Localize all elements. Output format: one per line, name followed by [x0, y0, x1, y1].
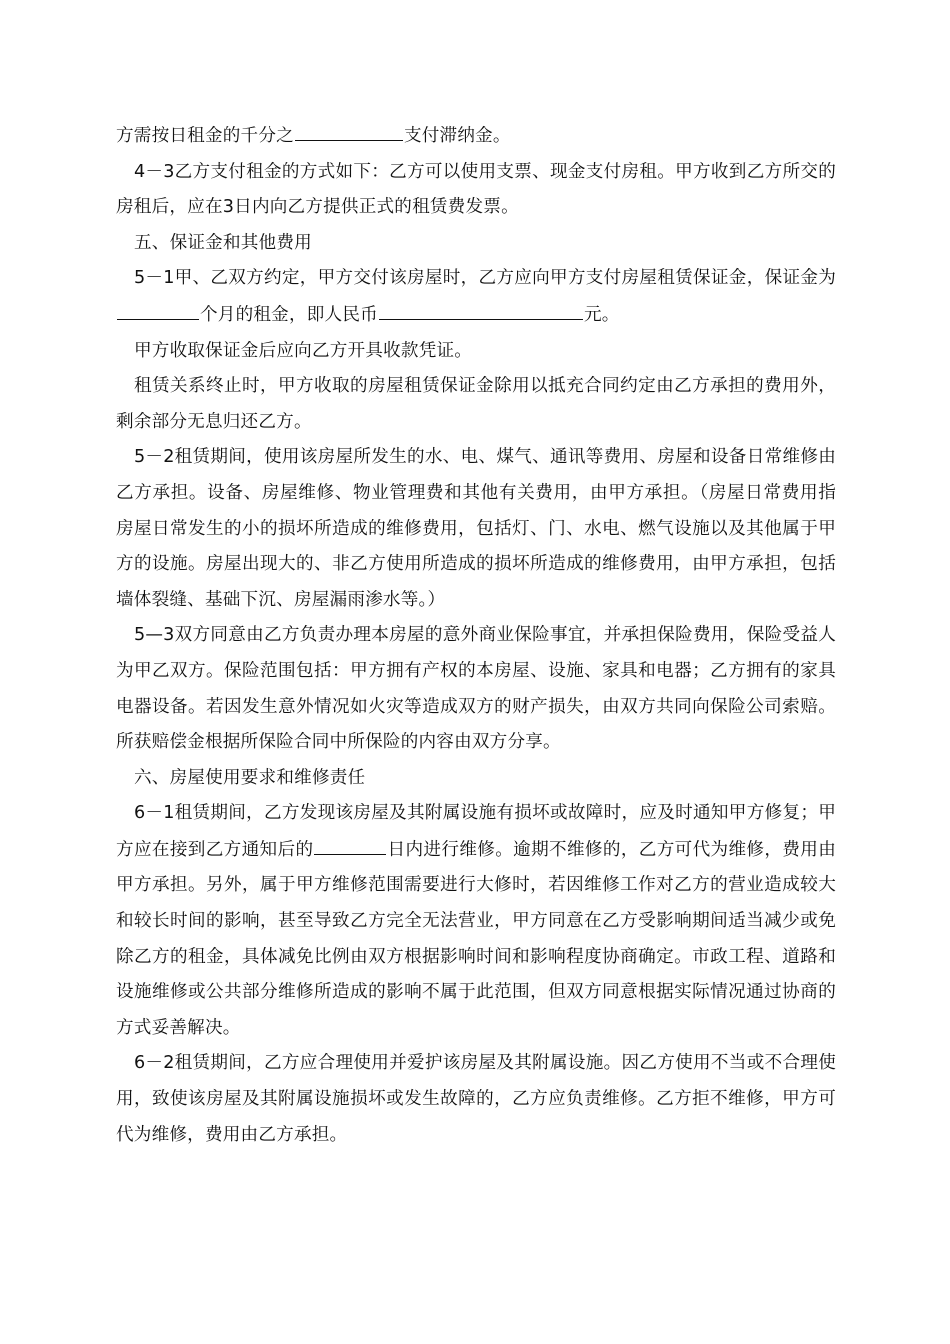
- clause-6-2: 6－2租赁期间，乙方应合理使用并爱护该房屋及其附属设施。因乙方使用不当或不合理使用，致使该房屋及其附属设施损坏或发生故障的，乙方应负责维修。乙方拒不维修，甲方可代为维修，费用由乙方承担。: [116, 1053, 836, 1145]
- clause-4-3: 4－3乙方支付租金的方式如下：乙方可以使用支票、现金支付房租。甲方收到乙方所交的房租后，应在3日内向乙方提供正式的租赁费发票。: [116, 161, 836, 218]
- clause-6-1: [116, 796, 836, 1046]
- deposit-text-part2: 个月的租金，即人民币: [200, 304, 378, 325]
- repair-text-after: 日内进行维修。逾期不维修的，乙方可代为维修，费用由甲方承担。另外，属于甲方维修范围需要进行大修时，若因维修工作对乙方的营业造成较大和较长时间的影响，甚至导致乙方完全无法营业，甲方同意在乙方受影响期间适当减少或免除乙方的租金，具体减免比例由双方根据影响时间和影响程度协商确定。市政工程、道路和设施维修或公共部分维修所造成的影响不属于此范围，但双方同意根据实际情况通过协商的方式妥善解决。: [116, 839, 836, 1038]
- clause-5-2: 5－2租赁期间，使用该房屋所发生的水、电、煤气、通讯等费用、房屋和设备日常维修由乙方承担。设备、房屋维修、物业管理费和其他有关费用，由甲方承担。（房屋日常费用指房屋日常发生的小的损坏所造成的维修费用，包括灯、门、水电、燃气设施以及其他属于甲方的设施。房屋出现大的、非乙方使用所造成的损坏所造成的维修费用，由甲方承担，包括墙体裂缝、基础下沉、房屋漏雨渗水等。）: [116, 447, 836, 610]
- late-fee-text-before: 方需按日租金的千分之: [116, 126, 294, 146]
- deposit-text-part3: 元。: [583, 304, 620, 325]
- deposit-amount-blank[interactable]: [379, 297, 583, 320]
- deposit-refund-paragraph: 租赁关系终止时，甲方收取的房屋租赁保证金除用以抵充合同约定由乙方承担的费用外，剩余部分无息归还乙方。: [116, 376, 836, 432]
- deposit-months-blank[interactable]: [117, 297, 199, 320]
- late-fee-rate-blank[interactable]: [295, 118, 403, 141]
- clause-5-1: [116, 261, 836, 333]
- late-fee-text-after: 支付滞纳金。: [403, 126, 511, 146]
- section-heading-6: 六、房屋使用要求和维修责任: [134, 767, 366, 788]
- repair-days-blank[interactable]: [314, 832, 386, 855]
- section-heading-5: 五、保证金和其他费用: [134, 232, 312, 253]
- clause-5-3: 5—3双方同意由乙方负责办理本房屋的意外商业保险事宜，并承担保险费用，保险受益人为甲乙双方。保险范围包括：甲方拥有产权的本房屋、设施、家具和电器；乙方拥有的家具电器设备。若因发生意外情况如火灾等造成双方的财产损失，由双方共同向保险公司索赔。所获赔偿金根据所保险合同中所保险的内容由双方分享。: [116, 625, 836, 753]
- contract-page: [116, 118, 836, 1153]
- repair-text-before: 6－1租赁期间，乙方发现该房屋及其附属设施有损坏或故障时，应及时通知甲方修复；甲方应在接到乙方通知后的: [116, 803, 836, 860]
- deposit-receipt-paragraph: 甲方收取保证金后应向乙方开具收款凭证。: [134, 340, 473, 361]
- deposit-text-part1: 5－1甲、乙双方约定，甲方交付该房屋时，乙方应向甲方支付房屋租赁保证金，保证金为: [134, 268, 836, 289]
- paragraph-late-fee: [116, 118, 836, 155]
